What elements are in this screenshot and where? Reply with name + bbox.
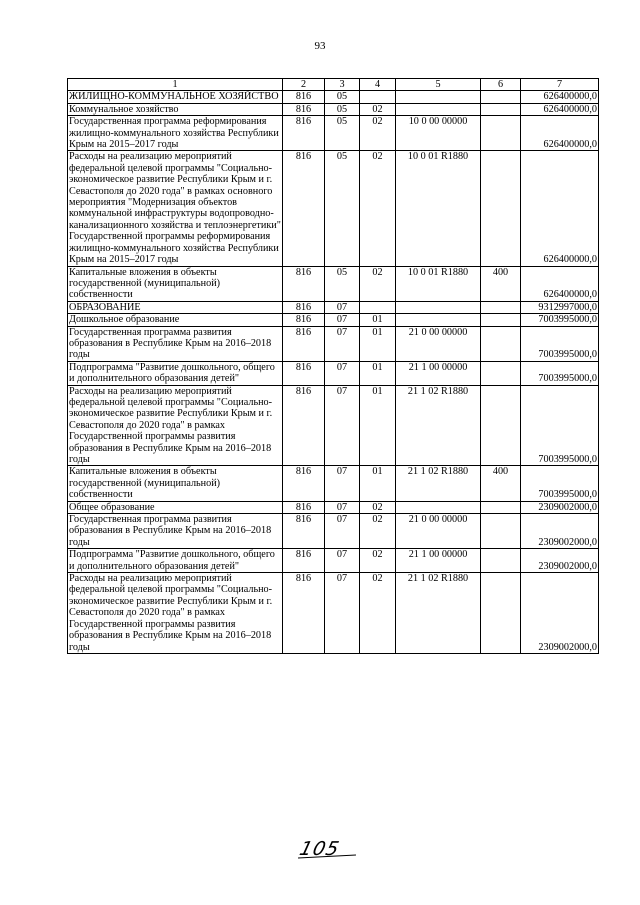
row-expense-type [481, 103, 521, 115]
row-target-code: 21 1 02 R1880 [396, 466, 481, 501]
row-section-code: 07 [325, 301, 360, 313]
row-target-code [396, 314, 481, 326]
row-name: ОБРАЗОВАНИЕ [68, 301, 283, 313]
row-section-code: 07 [325, 314, 360, 326]
row-section-code: 05 [325, 103, 360, 115]
row-amount: 626400000,0 [521, 103, 599, 115]
row-subsection-code: 02 [360, 116, 396, 151]
row-ministry-code: 816 [283, 266, 325, 301]
table-row [68, 103, 599, 115]
table-row [68, 116, 599, 151]
row-name: Государственная программа развития образования в Республике Крым на 2016–2018 годы [68, 514, 283, 549]
row-section-code: 07 [325, 514, 360, 549]
table-row [68, 301, 599, 313]
handwritten-page-number: 105 [297, 838, 343, 860]
row-name: Государственная программа развития образования в Республике Крым на 2016–2018 годы [68, 326, 283, 361]
row-amount: 626400000,0 [521, 151, 599, 266]
header-col-4: 4 [360, 79, 396, 91]
table-row [68, 151, 599, 266]
row-section-code: 07 [325, 501, 360, 513]
row-subsection-code: 01 [360, 314, 396, 326]
row-expense-type [481, 301, 521, 313]
row-subsection-code: 02 [360, 151, 396, 266]
row-ministry-code: 816 [283, 151, 325, 266]
row-subsection-code: 02 [360, 573, 396, 654]
row-section-code: 07 [325, 466, 360, 501]
table-row [68, 91, 599, 103]
table-row [68, 326, 599, 361]
row-name: Подпрограмма "Развитие дошкольного, общего и дополнительного образования детей" [68, 361, 283, 385]
row-subsection-code: 02 [360, 514, 396, 549]
row-subsection-code: 01 [360, 326, 396, 361]
row-name: Расходы на реализацию мероприятий федеральной целевой программы "Социально-экономическое развитие Республики Крым и г. Севастополя до 2020 года" в рамках Государственной программы развития образования в Республике Крым на 2016–2018 годы [68, 385, 283, 466]
row-amount: 7003995000,0 [521, 466, 599, 501]
row-name: Капитальные вложения в объекты государственной (муниципальной) собственности [68, 266, 283, 301]
row-section-code: 07 [325, 326, 360, 361]
row-ministry-code: 816 [283, 466, 325, 501]
table-row [68, 501, 599, 513]
row-section-code: 05 [325, 266, 360, 301]
row-expense-type [481, 116, 521, 151]
row-expense-type [481, 385, 521, 466]
row-name: Подпрограмма "Развитие дошкольного, общего и дополнительного образования детей" [68, 549, 283, 573]
row-target-code: 10 0 01 R1880 [396, 266, 481, 301]
row-target-code: 21 1 02 R1880 [396, 573, 481, 654]
row-ministry-code: 816 [283, 326, 325, 361]
table-row [68, 514, 599, 549]
header-col-7: 7 [521, 79, 599, 91]
row-subsection-code: 01 [360, 466, 396, 501]
row-ministry-code: 816 [283, 91, 325, 103]
row-target-code [396, 501, 481, 513]
row-subsection-code: 01 [360, 385, 396, 466]
row-section-code: 05 [325, 116, 360, 151]
row-amount: 7003995000,0 [521, 326, 599, 361]
header-col-1: 1 [68, 79, 283, 91]
row-ministry-code: 816 [283, 103, 325, 115]
row-name: Расходы на реализацию мероприятий федеральной целевой программы "Социально-экономическое развитие Республики Крым и г. Севастополя до 2020 года" в рамках основного мероприятия "Модернизация объектов коммунальной инфраструктуры водопроводно-канализационного хозяйства и теплоэнергетики" Государственной программы реформирования жилищно-коммунального хозяйства Республики Крым на 2015–2017 годы [69, 151, 281, 266]
row-section-code: 07 [325, 361, 360, 385]
header-col-3: 3 [325, 79, 360, 91]
row-section-code: 05 [325, 91, 360, 103]
row-ministry-code: 816 [283, 573, 325, 654]
row-expense-type [481, 514, 521, 549]
row-target-code: 21 0 00 00000 [396, 326, 481, 361]
row-subsection-code [360, 91, 396, 103]
row-target-code [396, 103, 481, 115]
row-ministry-code: 816 [283, 314, 325, 326]
row-target-code [396, 91, 481, 103]
table-row [68, 266, 599, 301]
row-target-code: 21 1 00 00000 [396, 361, 481, 385]
row-subsection-code: 02 [360, 549, 396, 573]
row-amount: 626400000,0 [521, 91, 599, 103]
row-amount: 7003995000,0 [521, 361, 599, 385]
row-subsection-code: 02 [360, 501, 396, 513]
row-name: Коммунальное хозяйство [68, 103, 283, 115]
row-target-code: 21 1 02 R1880 [396, 385, 481, 466]
row-subsection-code: 02 [360, 103, 396, 115]
row-subsection-code: 01 [360, 361, 396, 385]
row-expense-type [481, 573, 521, 654]
row-expense-type [481, 549, 521, 573]
row-name: Капитальные вложения в объекты государственной (муниципальной) собственности [68, 466, 283, 501]
row-name: Общее образование [68, 501, 283, 513]
header-col-6: 6 [481, 79, 521, 91]
row-target-code: 10 0 01 R1880 [396, 151, 481, 266]
row-ministry-code: 816 [283, 501, 325, 513]
row-subsection-code [360, 301, 396, 313]
table-row [68, 361, 599, 385]
row-amount: 2309002000,0 [521, 549, 599, 573]
page-number: 93 [314, 40, 326, 52]
row-target-code: 21 0 00 00000 [396, 514, 481, 549]
header-row [68, 79, 599, 91]
row-amount: 626400000,0 [521, 116, 599, 151]
row-target-code [396, 301, 481, 313]
row-name: Расходы на реализацию мероприятий федеральной целевой программы "Социально-экономическое развитие Республики Крым и г. Севастополя до 2020 года" в рамках Государственной программы развития образования в Республике Крым на 2016–2018 годы [68, 573, 283, 654]
row-expense-type [481, 326, 521, 361]
row-name: Государственная программа реформирования жилищно-коммунального хозяйства Республики Крым на 2015–2017 годы [68, 116, 283, 151]
row-expense-type [481, 501, 521, 513]
row-expense-type: 400 [481, 466, 521, 501]
row-section-code: 07 [325, 573, 360, 654]
row-expense-type [481, 361, 521, 385]
row-target-code: 21 1 00 00000 [396, 549, 481, 573]
row-ministry-code: 816 [283, 385, 325, 466]
row-ministry-code: 816 [283, 514, 325, 549]
row-ministry-code: 816 [283, 549, 325, 573]
row-section-code: 07 [325, 549, 360, 573]
row-amount: 7003995000,0 [521, 314, 599, 326]
row-expense-type [481, 151, 521, 266]
row-section-code: 07 [325, 385, 360, 466]
row-amount: 626400000,0 [521, 266, 599, 301]
table-row [68, 573, 599, 654]
row-ministry-code: 816 [283, 116, 325, 151]
table-row [68, 549, 599, 573]
row-section-code: 05 [325, 151, 360, 266]
row-name: Дошкольное образование [68, 314, 283, 326]
header-col-5: 5 [396, 79, 481, 91]
budget-table [67, 78, 599, 654]
row-amount: 2309002000,0 [521, 514, 599, 549]
row-amount: 2309002000,0 [521, 501, 599, 513]
table-row [68, 466, 599, 501]
row-amount: 7003995000,0 [521, 385, 599, 466]
row-expense-type [481, 91, 521, 103]
row-expense-type [481, 314, 521, 326]
table-row [68, 385, 599, 466]
row-subsection-code: 02 [360, 266, 396, 301]
row-name: ЖИЛИЩНО-КОММУНАЛЬНОЕ ХОЗЯЙСТВО [68, 91, 283, 103]
row-ministry-code: 816 [283, 301, 325, 313]
row-target-code: 10 0 00 00000 [396, 116, 481, 151]
row-expense-type: 400 [481, 266, 521, 301]
row-amount: 2309002000,0 [521, 573, 599, 654]
row-ministry-code: 816 [283, 361, 325, 385]
table-row [68, 314, 599, 326]
row-amount: 9312997000,0 [521, 301, 599, 313]
header-col-2: 2 [283, 79, 325, 91]
